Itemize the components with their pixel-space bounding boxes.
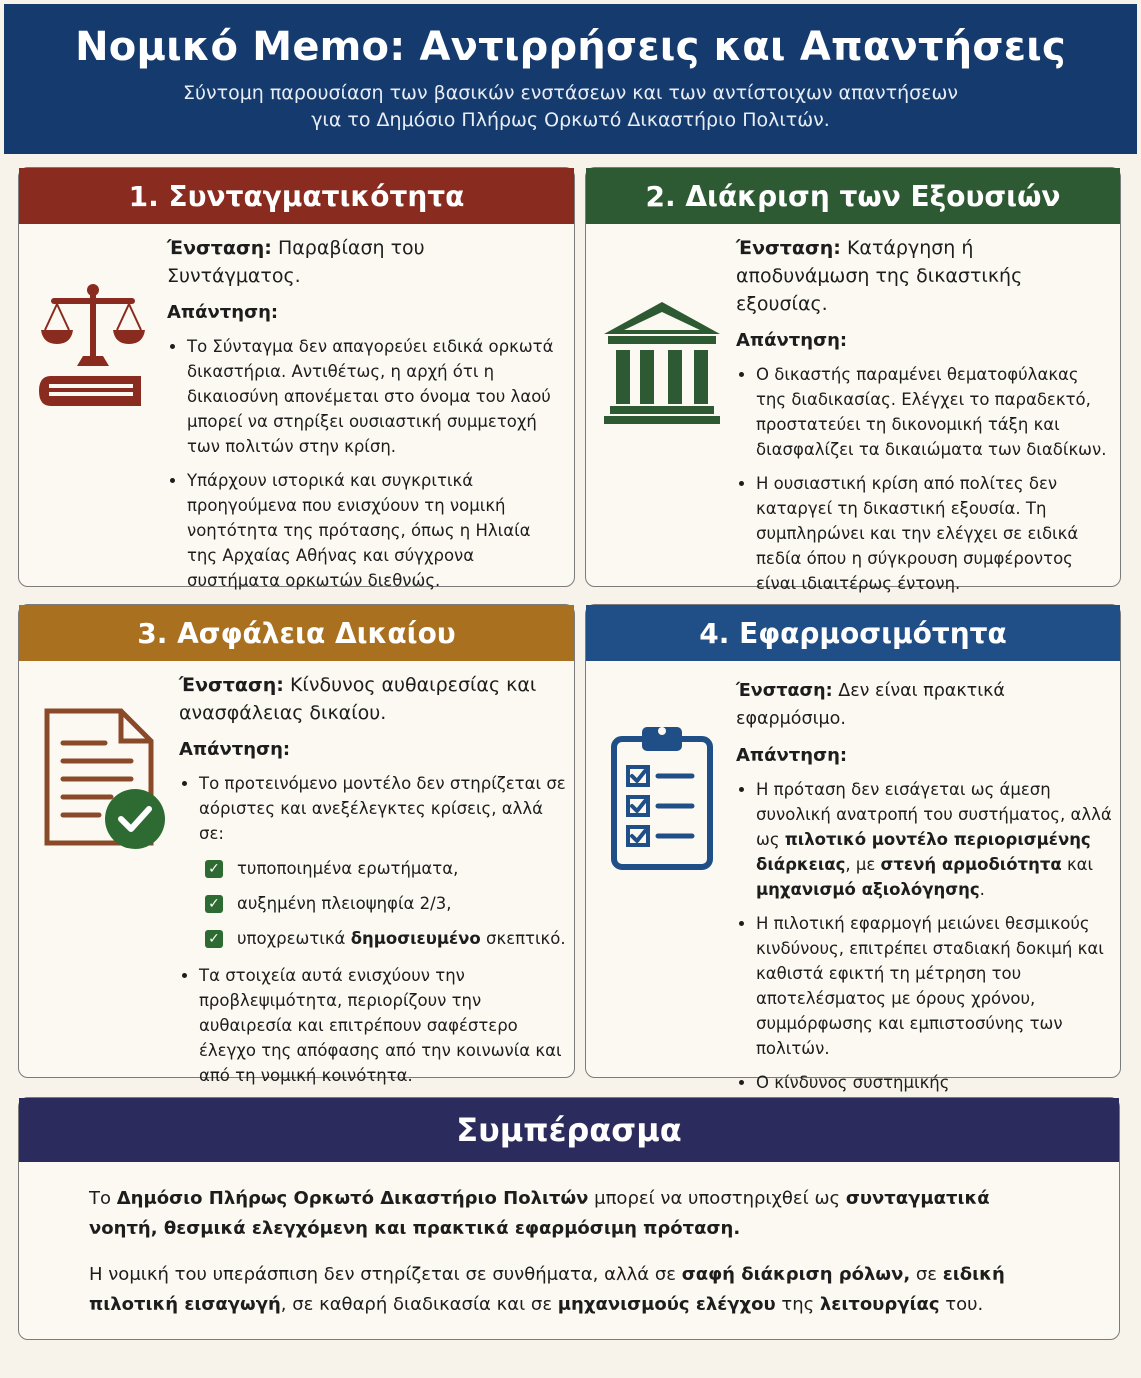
scales-of-justice-icon [37, 280, 149, 424]
objection-label: Ένσταση: [736, 681, 833, 701]
conclusion-text-bold: ειδική πιλοτική εισαγωγή [89, 1264, 1005, 1315]
answer-point: • Ο δικαστής παραμένει θεματοφύλακας της διαδικασίας. Ελέγχει το παραδεκτό, προστατεύει τη δικονομική τάξη και διασφαλίζει τα δικαιώματα των διαδίκων. [756, 362, 1108, 462]
answer-text-part: , με [845, 855, 881, 874]
answer-points [736, 777, 1112, 1120]
objection-text: Κατάργηση ή αποδυνάμωση της δικαστικής εξουσίας. [736, 237, 1023, 315]
answer-point: • Το Σύνταγμα δεν απαγορεύει ειδικά ορκωτά δικαστήρια. Αντιθέτως, η αρχή ότι η δικαιοσύνη απονέμεται στο όνομα του λαού μπορεί να στηρίξει ουσιαστική συμμετοχή των πολιτών στην κρίση. [187, 334, 562, 459]
answer-point-text: Το προτεινόμενο μοντέλο δεν στηρίζεται σε αόριστες και ανεξέλεγκτες κρίσεις, αλλά σε: [199, 774, 566, 843]
page-subtitle [4, 80, 1137, 134]
conclusion-text-part: του. [939, 1294, 984, 1315]
card-legal-certainty [18, 604, 575, 1085]
card-body [736, 234, 1108, 605]
answer-label: Απάντηση: [167, 302, 279, 323]
objection [179, 671, 567, 727]
page-header [4, 4, 1137, 154]
conclusion-paragraph-1 [89, 1184, 1049, 1244]
answer-point: • Υπάρχουν ιστορικά και συγκριτικά προηγούμενα που ενισχύουν τη νομική νοητότητα της πρότασης, όπως η Ηλιαία της Αρχαίας Αθήνας και σύγχρονα συστήματα ορκωτών διεθνώς. [187, 468, 562, 593]
answer-point [756, 777, 1112, 902]
conclusion-text-bold: λειτουργίας [819, 1294, 940, 1315]
card-title: 3. Ασφάλεια Δικαίου [137, 616, 456, 650]
conclusion-text-part: , σε καθαρή διαδικασία και σε [280, 1294, 558, 1315]
answer-point: • Η πιλοτική εφαρμογή μειώνει θεσμικούς κινδύνους, επιτρέπει σταδιακή δοκιμή και καθιστά εφικτή τη μέτρηση του αποτελέσματος με όρους χρόνου, συμμόρφωσης και εμπιστοσύνης των πολιτών. [756, 911, 1112, 1061]
checkbox-checked-icon: ✓ [205, 860, 223, 878]
answer-point: • Ο κίνδυνος συστημικής [756, 1070, 1112, 1120]
objection-text: Παραβίαση του Συντάγματος. [167, 237, 425, 287]
answer-text-part: Η πρόταση δεν εισάγεται ως άμεση συνολική ανατροπή του συστήματος, αλλά ως [756, 780, 1112, 849]
answer-label: Απάντηση: [736, 330, 848, 351]
criteria-text-part: υποχρεωτικά [237, 929, 351, 948]
card-title: 2. Διάκριση των Εξουσιών [645, 179, 1061, 213]
card-title: 4. Εφαρμοσιμότητα [699, 616, 1007, 650]
answer-label: Απάντηση: [736, 745, 848, 766]
conclusion-text-part: Η νομική του υπεράσπιση δεν στηρίζεται σε συνθήματα, αλλά σε [89, 1264, 682, 1285]
conclusion-header [19, 1098, 1119, 1162]
objection-label: Ένσταση: [736, 237, 841, 259]
card-title: 1. Συνταγματικότητα [128, 179, 465, 213]
conclusion-text-bold: Δημόσιο Πλήρως Ορκωτό Δικαστήριο Πολιτών [116, 1188, 589, 1209]
answer-text-part: . [979, 880, 985, 899]
conclusion-panel [18, 1097, 1120, 1340]
conclusion-text-bold: σαφή διάκριση ρόλων, [681, 1264, 911, 1285]
criteria-item [205, 856, 567, 881]
answer-point: • Η ουσιαστική κρίση από πολίτες δεν καταργεί τη δικαστική εξουσία. Τη συμπληρώνει και την ελέγχει σε ειδικά πεδία όπου η σύγκρουση συμφέροντος είναι ιδιαιτέρως έντονη. [756, 471, 1108, 596]
card-header [19, 168, 574, 224]
objection-label: Ένσταση: [179, 674, 284, 696]
objection [736, 677, 1112, 733]
criteria-text [237, 926, 566, 951]
criteria-item [205, 926, 567, 951]
objection-label: Ένσταση: [167, 237, 272, 259]
checkbox-checked-icon: ✓ [205, 930, 223, 948]
card-body [736, 677, 1112, 1129]
conclusion-paragraph-2 [89, 1260, 1049, 1320]
card-separation-of-powers [585, 167, 1121, 593]
courthouse-icon [602, 298, 722, 432]
conclusion-title: Συμπέρασμα [456, 1111, 682, 1149]
answer-text-bold: στενή αρμοδιότητα [880, 855, 1062, 874]
answer-point [199, 771, 567, 951]
objection-text: Κίνδυνος αυθαιρεσίας και ανασφάλειας δικαίου. [179, 674, 537, 724]
criteria-item [205, 891, 567, 916]
conclusion-text-bold: συνταγματικά νοητή, θεσμικά ελεγχόμενη και πρακτικά εφαρμόσιμη πρόταση. [89, 1188, 990, 1239]
conclusion-text-part: μπορεί να υποστηριχθεί ως [588, 1188, 846, 1209]
document-check-icon [41, 707, 171, 853]
answer-text-part: και [1061, 855, 1094, 874]
card-applicability [585, 604, 1121, 1092]
card-body [167, 234, 562, 602]
subtitle-line-1: Σύντομη παρουσίαση των βασικών ενστάσεων και των αντίστοιχων απαντήσεων [183, 82, 958, 104]
objection-text: Δεν είναι πρακτικά εφαρμόσιμο. [736, 681, 1005, 729]
answer-point: • Τα στοιχεία αυτά ενισχύουν την προβλεψιμότητα, περιορίζουν την αυθαιρεσία και επιτρέπουν σαφέστερο έλεγχο της απόφασης από την κοινωνία και από τη νομική κοινότητα. [199, 963, 567, 1088]
objection [167, 234, 562, 290]
card-constitutionality [18, 167, 575, 590]
criteria-text: τυποποιημένα ερωτήματα, [237, 859, 459, 878]
conclusion-text-part: της [775, 1294, 820, 1315]
card-header [19, 605, 574, 661]
answer-points [167, 334, 562, 593]
conclusion-text-bold: μηχανισμούς ελέγχου [557, 1294, 776, 1315]
page-title: Νομικό Memo: Αντιρρήσεις και Απαντήσεις [75, 24, 1066, 70]
objection [736, 234, 1108, 318]
card-header [586, 168, 1120, 224]
criteria-text-bold: δημοσιευμένο [350, 929, 481, 948]
checkbox-checked-icon: ✓ [205, 895, 223, 913]
answer-text-bold: μηχανισμό αξιολόγησης [756, 880, 980, 899]
subtitle-line-2: για το Δημόσιο Πλήρως Ορκωτό Δικαστήριο Πολιτών. [311, 109, 830, 131]
clipboard-checklist-icon [610, 721, 714, 875]
criteria-text-part: σκεπτικό. [480, 929, 566, 948]
conclusion-text-part: Το [89, 1188, 117, 1209]
criteria-text: αυξημένη πλειοψηφία 2/3, [237, 894, 452, 913]
criteria-list [205, 856, 567, 951]
card-header [586, 605, 1120, 661]
answer-points [736, 362, 1108, 596]
answer-label: Απάντηση: [179, 739, 291, 760]
conclusion-text-part: σε [910, 1264, 943, 1285]
answer-points [179, 771, 567, 1088]
answer-text-bold: πιλοτικό μοντέλο περιορισμένης διάρκειας [756, 830, 1091, 874]
card-body [179, 671, 567, 1097]
